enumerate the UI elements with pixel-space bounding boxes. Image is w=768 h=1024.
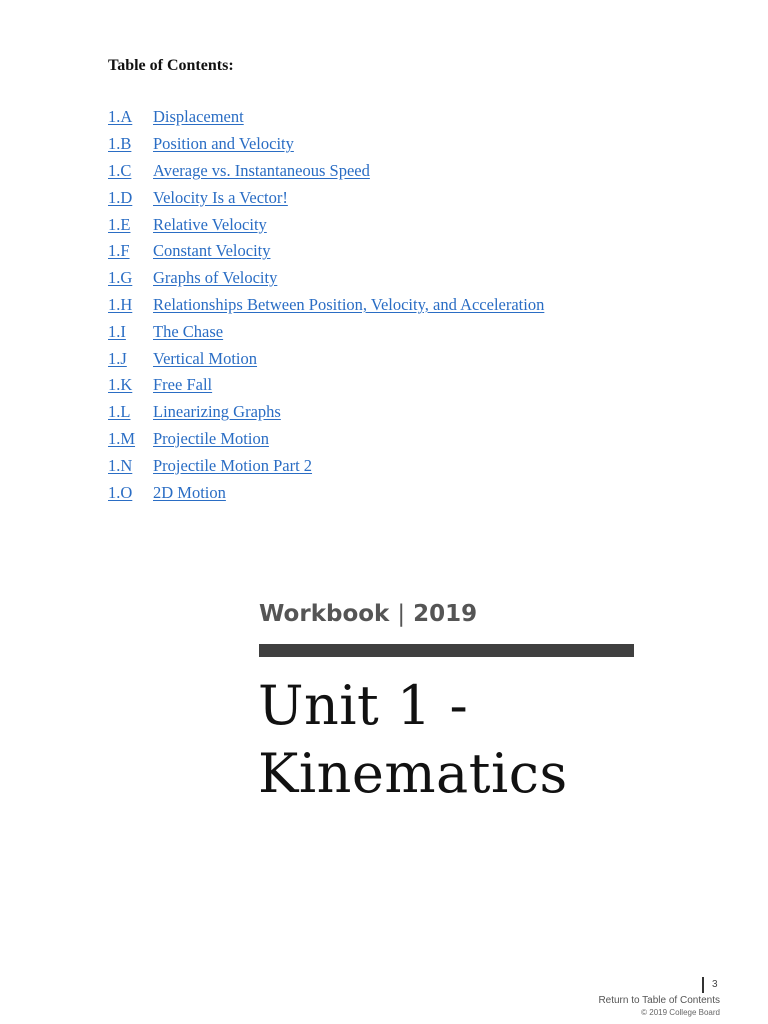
toc-item-link[interactable]: Relationships Between Position, Velocity, and Acceleration [153, 294, 545, 314]
footer-divider [702, 977, 704, 993]
toc-item-link[interactable]: Projectile Motion [153, 428, 269, 448]
page-number: 3 [712, 979, 718, 990]
toc-item-link[interactable]: Projectile Motion Part 2 [153, 455, 313, 475]
toc-item-link[interactable]: Velocity Is a Vector! [153, 187, 288, 207]
toc-item-1d [108, 184, 544, 211]
workbook-label [259, 598, 477, 630]
toc-item-1e [108, 211, 544, 238]
toc-list [108, 104, 544, 506]
toc-item-number[interactable]: 1.L [108, 402, 131, 422]
toc-item-number[interactable]: 1.H [108, 294, 133, 314]
toc-item-1m [108, 426, 544, 453]
toc-item-number[interactable]: 1.J [108, 348, 127, 368]
toc-heading: Table of Contents: [108, 57, 234, 74]
title-divider-bar [259, 644, 634, 657]
toc-item-1c [108, 158, 544, 185]
toc-item-number[interactable]: 1.D [108, 187, 133, 207]
toc-item-link[interactable]: Position and Velocity [153, 134, 294, 154]
toc-item-1h [108, 292, 544, 319]
toc-item-number[interactable]: 1.F [108, 241, 130, 261]
return-to-toc-link[interactable]: Return to Table of Contents [598, 995, 720, 1006]
toc-item-1g [108, 265, 544, 292]
toc-item-number[interactable]: 1.G [108, 268, 133, 288]
toc-item-link[interactable]: Free Fall [153, 375, 213, 395]
toc-item-link[interactable]: Vertical Motion [153, 348, 258, 368]
toc-item-number[interactable]: 1.B [108, 134, 132, 154]
toc-item-number[interactable]: 1.M [108, 428, 136, 448]
toc-item-number[interactable]: 1.N [108, 455, 133, 475]
toc-item-1j [108, 345, 544, 372]
workbook-year: 2019 [413, 601, 478, 627]
toc-item-number[interactable]: 1.C [108, 160, 132, 180]
toc-item-1a [108, 104, 544, 131]
toc-item-1n [108, 452, 544, 479]
toc-item-link[interactable]: Linearizing Graphs [153, 402, 281, 422]
toc-item-number[interactable]: 1.O [108, 482, 133, 502]
toc-item-1l [108, 399, 544, 426]
toc-item-1b [108, 131, 544, 158]
toc-item-1i [108, 318, 544, 345]
workbook-separator: | [397, 601, 406, 627]
toc-item-number[interactable]: 1.K [108, 375, 133, 395]
toc-item-number[interactable]: 1.A [108, 107, 133, 127]
toc-item-number[interactable]: 1.I [108, 321, 126, 341]
toc-item-link[interactable]: Relative Velocity [153, 214, 267, 234]
toc-item-link[interactable]: The Chase [153, 321, 224, 341]
toc-item-link[interactable]: Constant Velocity [153, 241, 271, 261]
toc-item-link[interactable]: Graphs of Velocity [153, 268, 278, 288]
toc-item-link[interactable]: Displacement [153, 107, 244, 127]
unit-title-line2: Kinematics [258, 742, 568, 805]
toc-item-number[interactable]: 1.E [108, 214, 131, 234]
workbook-text: Workbook [259, 601, 390, 627]
toc-item-1k [108, 372, 544, 399]
copyright-notice: © 2019 College Board [641, 1008, 720, 1017]
toc-item-link[interactable]: 2D Motion [153, 482, 226, 502]
toc-item-link[interactable]: Average vs. Instantaneous Speed [153, 160, 370, 180]
toc-item-1f [108, 238, 544, 265]
unit-title [258, 672, 568, 808]
toc-item-1o [108, 479, 544, 506]
unit-title-line1: Unit 1 - [258, 674, 469, 737]
